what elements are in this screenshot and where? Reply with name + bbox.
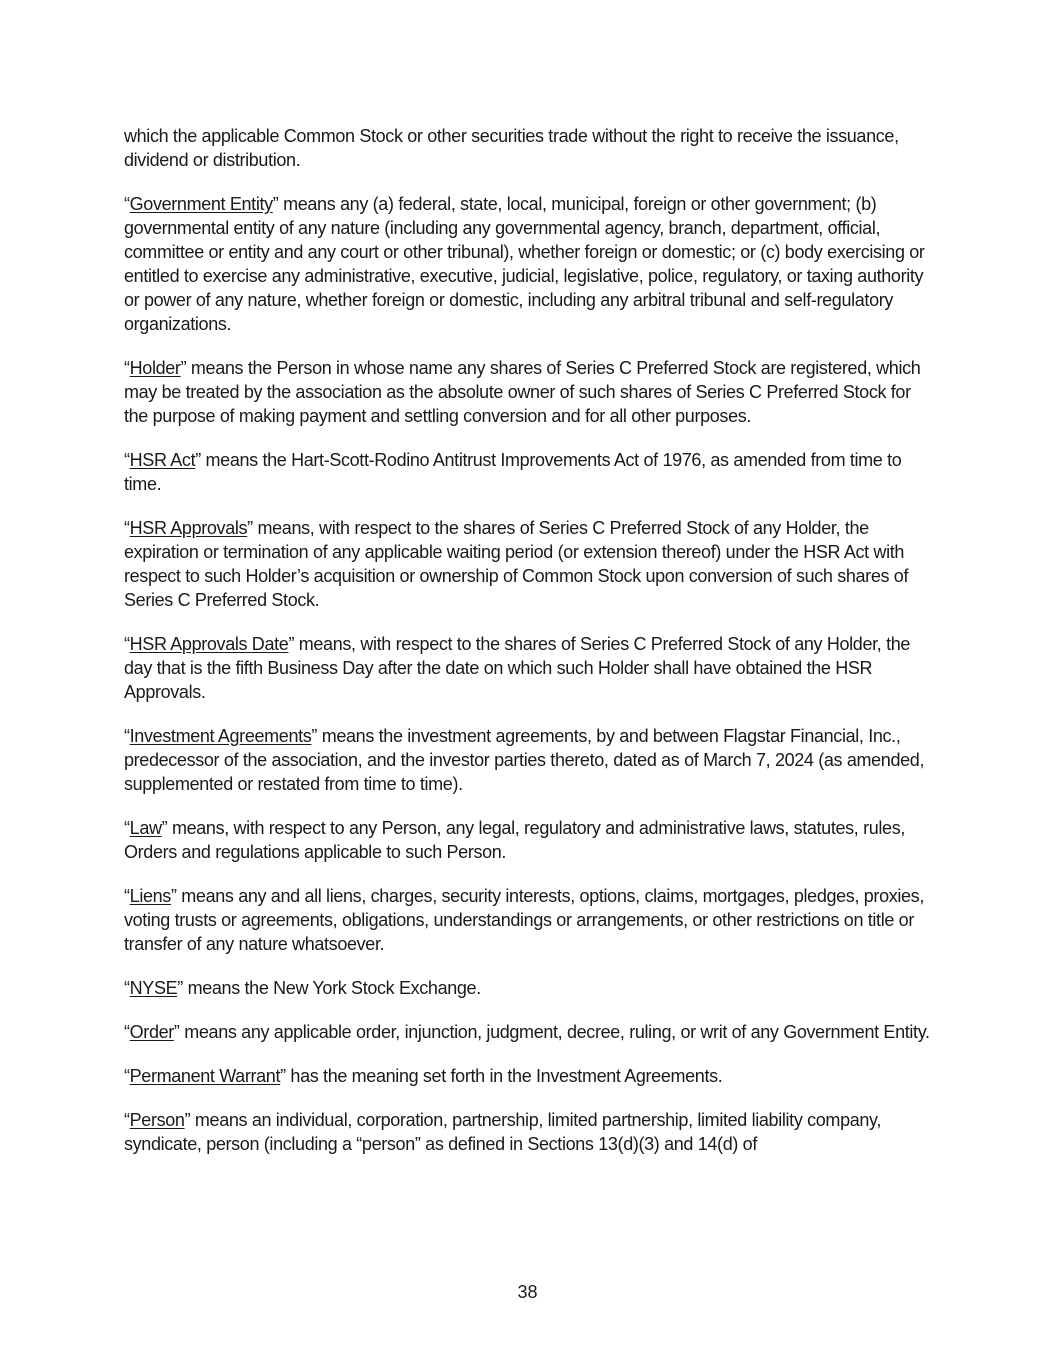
definition-government-entity <box>124 192 934 336</box>
defined-term: NYSE <box>129 978 178 998</box>
close-quote: ” <box>195 450 201 470</box>
definition-person <box>124 1108 934 1156</box>
close-quote: ” <box>161 818 168 838</box>
document-body <box>124 124 934 1176</box>
definition-text: means, with respect to any Person, any legal, regulatory and administrative laws, statutes, rules, Orders and regulations applicable to such Person. <box>124 818 906 862</box>
open-quote: “ <box>124 518 130 538</box>
open-quote: “ <box>124 1110 130 1130</box>
definition-text: means the investment agreements, by and between Flagstar Financial, Inc., predecessor of the association, and the investor parties thereto, dated as of March 7, 2024 (as amended, supplemented or restated from time to time). <box>124 726 925 794</box>
definition-law <box>124 816 934 864</box>
definition-text: means the Hart-Scott-Rodino Antitrust Improvements Act of 1976, as amended from time to time. <box>124 450 902 494</box>
defined-term: Government Entity <box>129 194 273 214</box>
definition-text: means the New York Stock Exchange. <box>182 978 481 998</box>
definition-text: means any and all liens, charges, security interests, options, claims, mortgages, pledges, proxies, voting trusts or agreements, obligations, understandings or arrangements, or other restrictions on title or transfer of any nature whatsoever. <box>124 886 924 954</box>
defined-term: Law <box>129 818 162 838</box>
open-quote: “ <box>124 886 130 906</box>
open-quote: “ <box>124 450 130 470</box>
definition-hsr-approvals <box>124 516 934 612</box>
open-quote: “ <box>124 194 130 214</box>
close-quote: ” <box>177 978 183 998</box>
defined-term: Person <box>129 1110 185 1130</box>
close-quote: ” <box>272 194 279 214</box>
defined-term: Holder <box>129 358 181 378</box>
defined-term: Permanent Warrant <box>129 1066 281 1086</box>
open-quote: “ <box>124 1066 130 1086</box>
close-quote: ” <box>247 518 253 538</box>
defined-term: HSR Approvals Date <box>129 634 289 654</box>
definition-liens <box>124 884 934 956</box>
defined-term: Order <box>129 1022 174 1042</box>
page-number: 38 <box>517 1282 538 1302</box>
definition-order <box>124 1020 934 1044</box>
close-quote: ” <box>280 1066 286 1086</box>
definition-permanent-warrant <box>124 1064 934 1088</box>
close-quote: ” <box>311 726 318 746</box>
open-quote: “ <box>124 818 130 838</box>
open-quote: “ <box>124 1022 130 1042</box>
definition-hsr-act <box>124 448 934 496</box>
definition-text: means, with respect to the shares of Series C Preferred Stock of any Holder, the expiration or termination of any applicable waiting period (or extension thereof) under the HSR Act with respect to such Holder’s acquisition or ownership of Common Stock upon conversion of such shares of Series C Preferred Stock. <box>124 518 909 610</box>
defined-term: HSR Approvals <box>129 518 248 538</box>
intro-text: which the applicable Common Stock or other securities trade without the right to receive the issuance, dividend or distribution. <box>124 126 899 170</box>
definition-text: means, with respect to the shares of Series C Preferred Stock of any Holder, the day that is the fifth Business Day after the date on which such Holder shall have obtained the HSR Approvals. <box>124 634 911 702</box>
open-quote: “ <box>124 978 130 998</box>
definition-text: means the Person in whose name any shares of Series C Preferred Stock are registered, which may be treated by the association as the absolute owner of such shares of Series C Preferred Stock for the purpose of making payment and settling conversion and for all other purposes. <box>124 358 921 426</box>
close-quote: ” <box>173 1022 180 1042</box>
definition-nyse <box>124 976 934 1000</box>
definition-text: means any (a) federal, state, local, municipal, foreign or other government; (b) governmental entity of any nature (including any governmental agency, branch, department, official, committee or entity and any court or other tribunal), whether foreign or domestic; or (c) body exercising or entitled to exercise any administrative, executive, judicial, legislative, police, regulatory, or taxing authority or power of any nature, whether foreign or domestic, including any arbitral tribunal and self-regulatory organizations. <box>124 194 925 334</box>
close-quote: ” <box>170 886 177 906</box>
open-quote: “ <box>124 726 130 746</box>
close-quote: ” <box>288 634 295 654</box>
definition-text: means any applicable order, injunction, judgment, decree, ruling, or writ of any Government Entity. <box>179 1022 930 1042</box>
close-quote: ” <box>184 1110 191 1130</box>
definition-text: has the meaning set forth in the Investment Agreements. <box>285 1066 723 1086</box>
definition-hsr-approvals-date <box>124 632 934 704</box>
definition-holder <box>124 356 934 428</box>
open-quote: “ <box>124 358 130 378</box>
definition-text: means an individual, corporation, partnership, limited partnership, limited liability company, syndicate, person (including a “person” as defined in Sections 13(d)(3) and 14(d) of <box>124 1110 882 1154</box>
defined-term: Liens <box>129 886 171 906</box>
definition-investment-agreements <box>124 724 934 796</box>
open-quote: “ <box>124 634 130 654</box>
close-quote: ” <box>180 358 187 378</box>
intro-paragraph <box>124 124 934 172</box>
defined-term: HSR Act <box>129 450 196 470</box>
defined-term: Investment Agreements <box>129 726 312 746</box>
